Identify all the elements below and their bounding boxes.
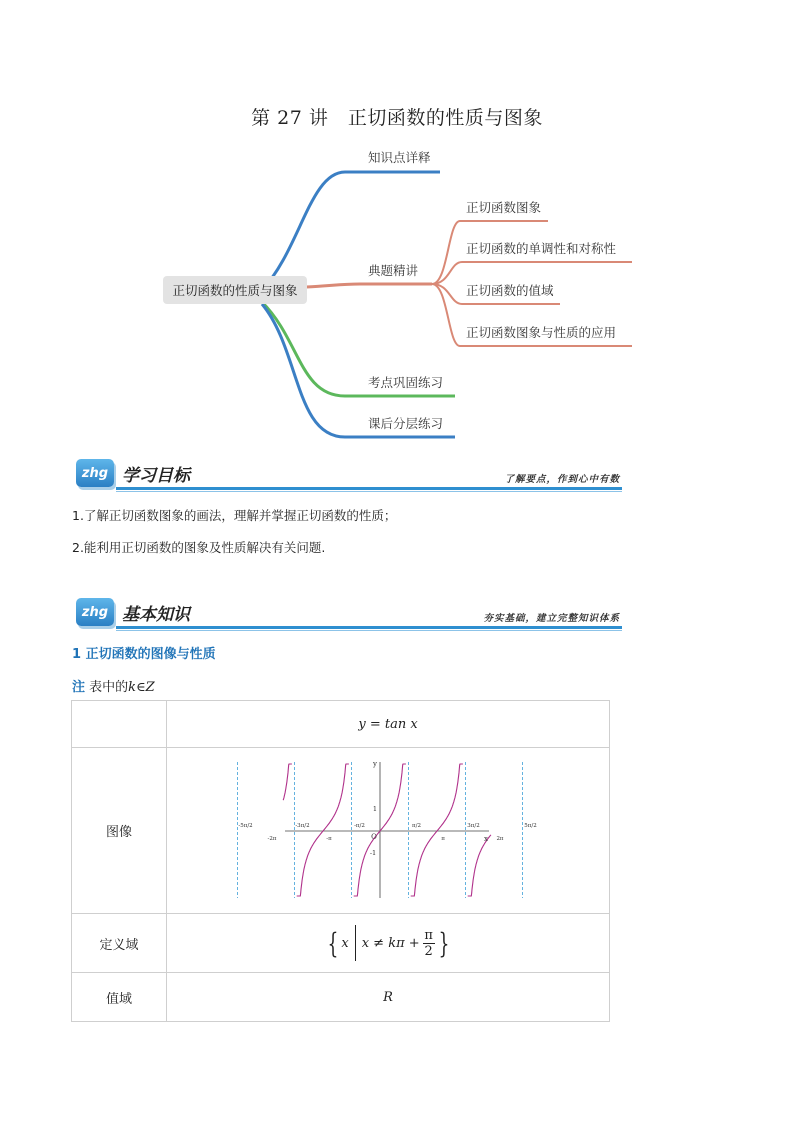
tan-branch-curve [297, 764, 349, 896]
goal-item-1: 1.了解正切函数图象的画法，理解并掌握正切函数的性质； [72, 508, 397, 523]
tick-label-top: 5π/2 [524, 822, 537, 829]
table-row [72, 701, 610, 748]
page-title: 第 27 讲 正切函数的性质与图象 [251, 107, 543, 129]
range-value: R [167, 973, 610, 1022]
banner-underline [116, 626, 622, 629]
row-label-graph: 图像 [72, 748, 167, 914]
section-title: 基本知识 [122, 605, 190, 625]
section-banner-basics [76, 598, 622, 634]
y-axis-label: y [373, 759, 377, 768]
tan-graph-cell [167, 748, 610, 914]
sub-label-4: 正切函数图象与性质的应用 [466, 325, 617, 340]
tick-label-top: 3π/2 [467, 822, 480, 829]
properties-table [71, 700, 610, 1022]
note-label: 注 [72, 680, 86, 695]
section-tagline: 夯实基础，建立完整知识体系 [483, 613, 620, 624]
tick-label-bottom: -2π [267, 835, 277, 842]
domain-cond: x ≠ kπ + [361, 935, 420, 951]
note-math: k∈Z [128, 680, 155, 695]
tick-label-top: -3π/2 [295, 822, 310, 829]
tan-branch-curve [283, 764, 292, 800]
banner-underline-thin [116, 630, 622, 631]
x-axis-label: x [484, 834, 488, 843]
banner-underline-thin [116, 491, 622, 492]
sub-label-1: 正切函数图象 [466, 200, 542, 215]
section-title: 学习目标 [122, 466, 190, 486]
table-header-function: y = tan x [167, 701, 610, 748]
table-row [72, 914, 610, 973]
branch-label-2: 典题精讲 [368, 263, 419, 278]
note-line [72, 676, 155, 695]
zhg-badge-icon: zhg [76, 459, 114, 487]
sub-label-2: 正切函数的单调性和对称性 [466, 241, 617, 256]
sub-label-3: 正切函数的值域 [466, 283, 554, 298]
table-cell-empty [72, 701, 167, 748]
tick-label-top: π/2 [412, 822, 421, 829]
banner-underline [116, 487, 622, 490]
tan-graph [238, 758, 537, 904]
domain-den: 2 [424, 943, 433, 959]
section-tagline: 了解要点，作到心中有数 [504, 474, 620, 485]
branch-line-2 [306, 284, 432, 287]
domain-x: x [341, 935, 349, 951]
tick-label-bottom: -π [326, 835, 332, 842]
branch-label-1: 知识点详释 [368, 150, 431, 165]
origin-label: O [371, 832, 377, 841]
note-text: 表中的 [89, 680, 129, 695]
zhg-badge-icon: zhg [76, 598, 114, 626]
table-row [72, 973, 610, 1022]
tick-label-bottom: 2π [496, 835, 504, 842]
tick-label-bottom: π [441, 835, 445, 842]
mindmap-root: 正切函数的性质与图象 [163, 276, 307, 304]
tan-branch-curve [468, 834, 491, 895]
tick-label-top: -π/2 [354, 822, 365, 829]
tick-label-one: 1 [372, 804, 378, 813]
domain-num: π [424, 927, 433, 943]
tick-label-top: -5π/2 [238, 822, 253, 829]
row-label-range: 值域 [72, 973, 167, 1022]
tan-branch-curve [411, 764, 463, 896]
table-row [72, 748, 610, 914]
section-banner-goals [76, 459, 622, 495]
tick-label-neg-one: -1 [369, 848, 377, 857]
branch-label-4: 课后分层练习 [368, 416, 444, 431]
row-label-domain: 定义域 [72, 914, 167, 973]
goal-item-2: 2.能利用正切函数的图象及性质解决有关问题. [72, 540, 326, 555]
domain-value: { x x ≠ kπ + π 2 } [167, 914, 610, 973]
branch-label-3: 考点巩固练习 [368, 375, 444, 390]
subheading: 1 正切函数的图像与性质 [72, 647, 216, 662]
